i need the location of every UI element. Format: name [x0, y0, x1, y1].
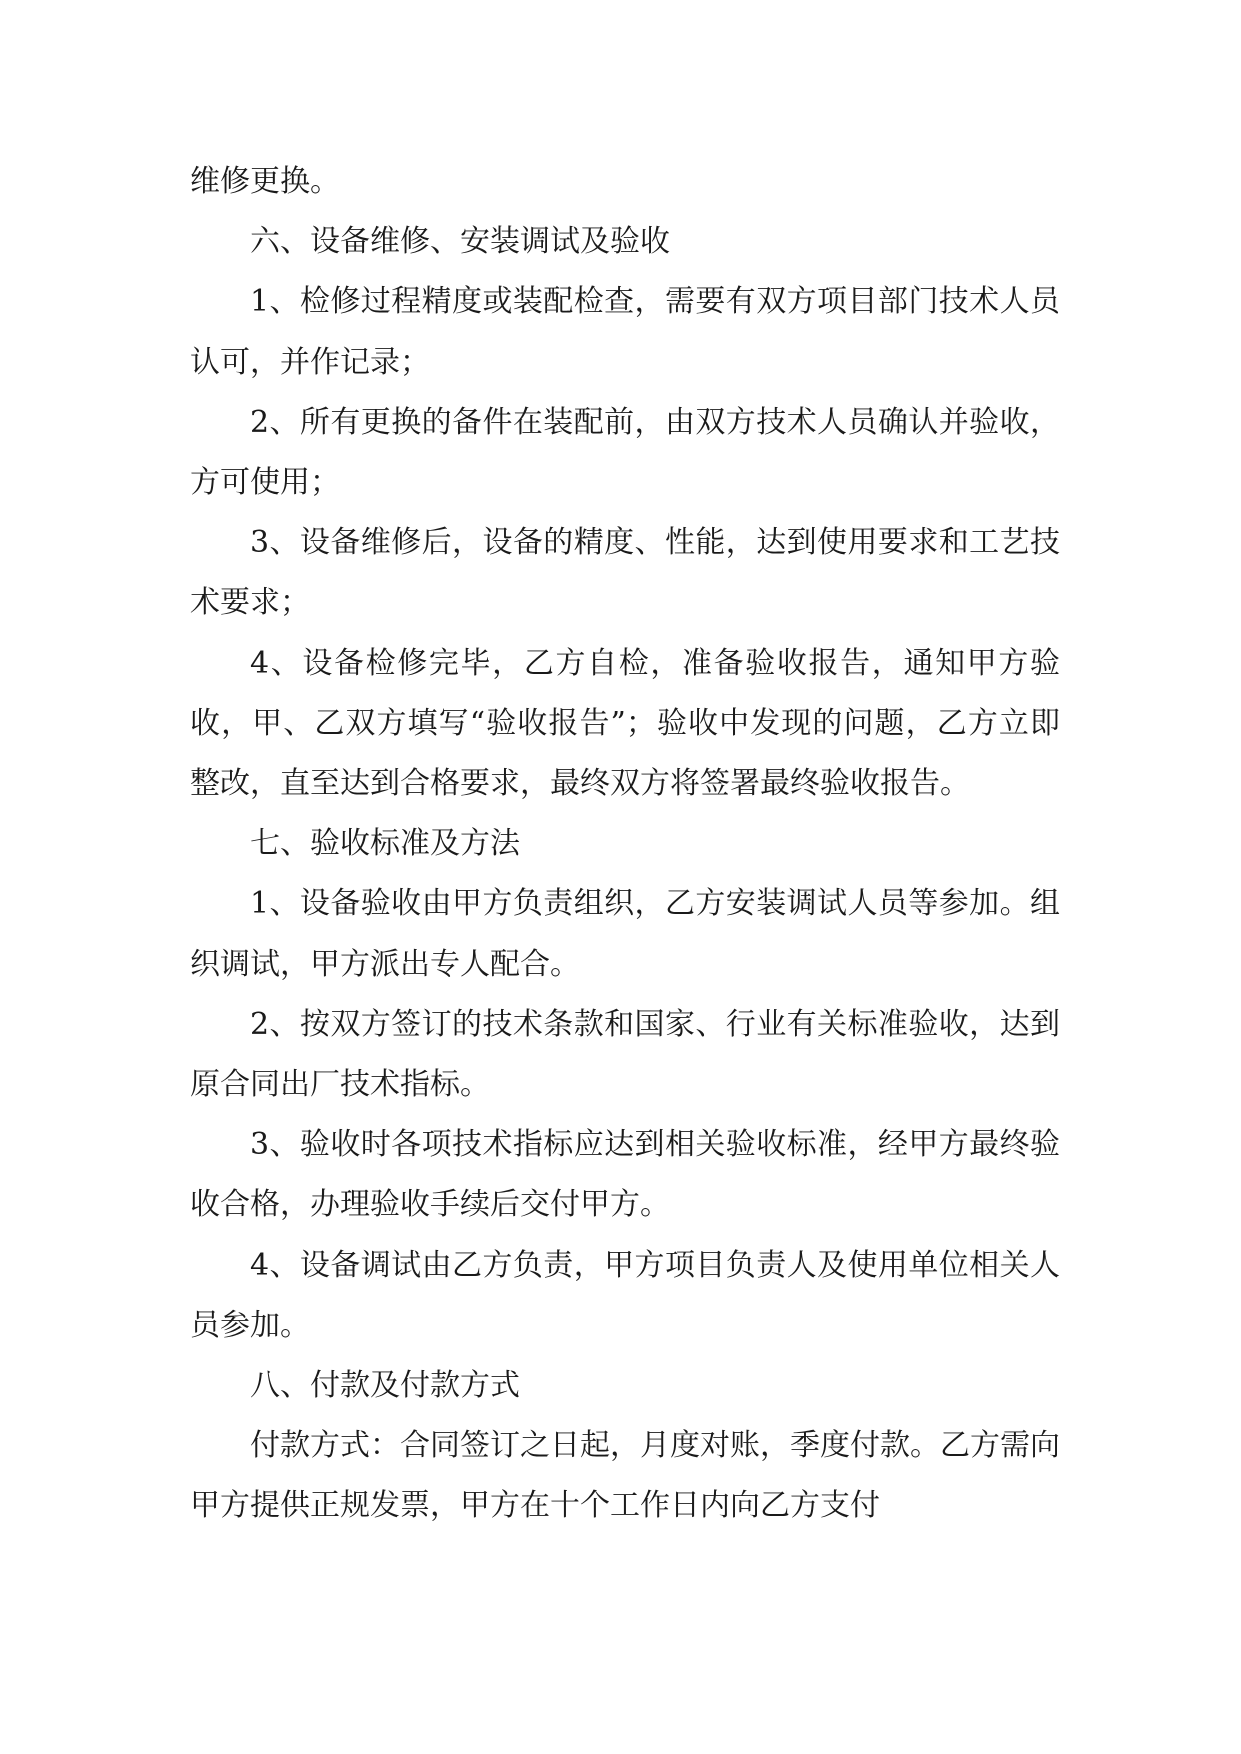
paragraph-continuation: 维修更换。	[190, 164, 340, 199]
paragraph-6-2: 2、所有更换的备件在装配前，由双方技术人员确认并验收，方可使用；	[190, 404, 1060, 501]
paragraph-7-3: 3、验收时各项技术指标应达到相关验收标准，经甲方最终验收合格，办理验收手续后交付甲方。	[190, 1127, 1060, 1223]
paragraph-7-2: 2、按双方签订的技术条款和国家、行业有关标准验收，达到原合同出厂技术指标。	[190, 1006, 1060, 1103]
document-body	[190, 152, 1060, 1537]
paragraph-8-payment: 付款方式：合同签订之日起，月度对账，季度付款。乙方需向甲方提供正规发票，甲方在十个工作日内向乙方支付	[190, 1428, 1060, 1524]
paragraph-6-1: 1、检修过程精度或装配检查，需要有双方项目部门技术人员认可，并作记录；	[190, 284, 1060, 380]
paragraph-6-4: 4、设备检修完毕，乙方自检，准备验收报告，通知甲方验收，甲、乙双方填写“验收报告”；验收中发现的问题，乙方立即整改，直至达到合格要求，最终双方将签署最终验收报告。	[190, 645, 1060, 802]
section-heading-7: 七、验收标准及方法	[250, 826, 520, 862]
paragraph-6-3: 3、设备维修后，设备的精度、性能，达到使用要求和工艺技术要求；	[190, 525, 1060, 621]
section-heading-8: 八、付款及付款方式	[250, 1368, 520, 1404]
section-heading-6: 六、设备维修、安装调试及验收	[250, 224, 670, 260]
paragraph-7-1: 1、设备验收由甲方负责组织，乙方安装调试人员等参加。组织调试，甲方派出专人配合。	[190, 886, 1060, 982]
paragraph-7-4: 4、设备调试由乙方负责，甲方项目负责人及使用单位相关人员参加。	[190, 1247, 1060, 1343]
